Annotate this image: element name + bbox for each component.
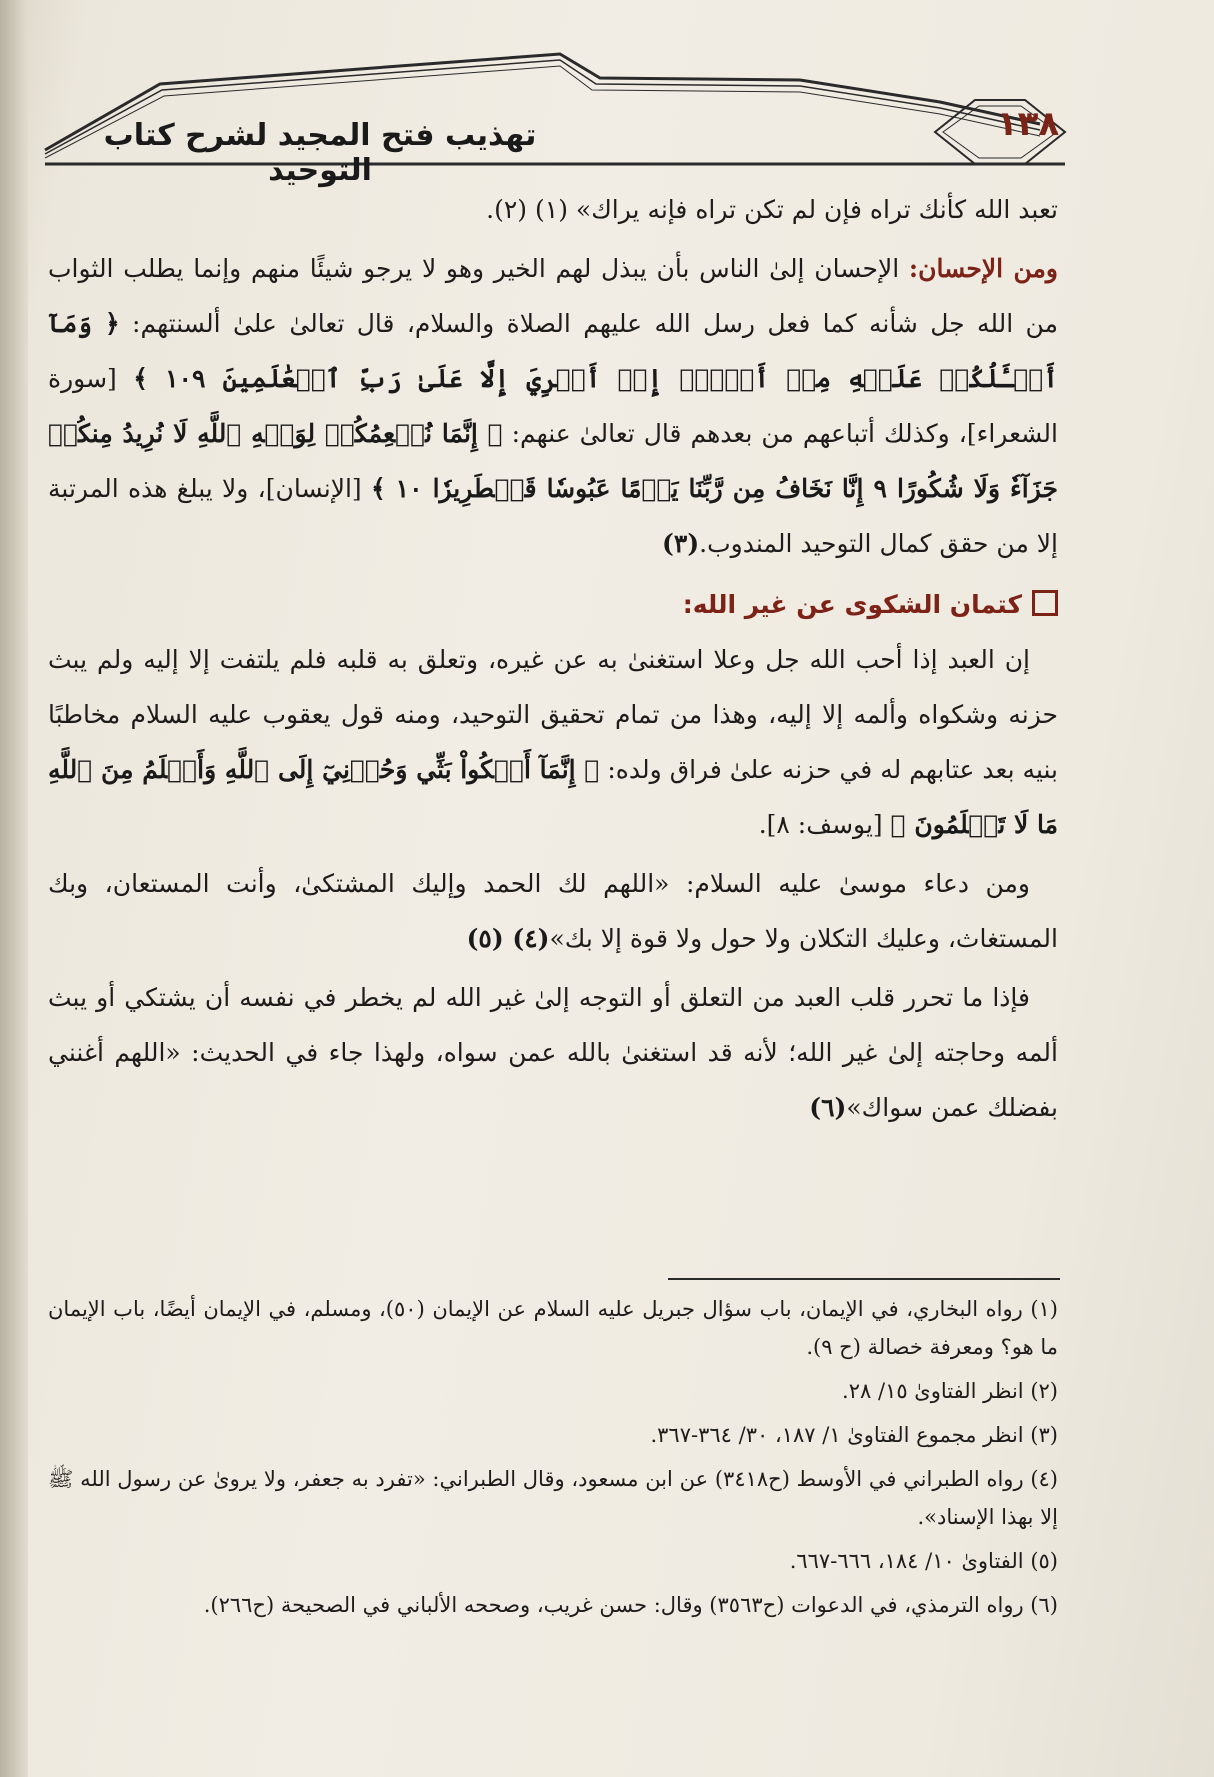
footnote-marker: (٤) (٥) xyxy=(466,924,550,953)
paragraph-ihsan: ومن الإحسان: الإحسان إلىٰ الناس بأن يبذل لهم الخير وهو لا يرجو شيئًا منهم وإنما يطلب الثواب من الله جل شأنه كما فعل رسل الله عليهم الصلاة والسلام، قال تعالىٰ علىٰ ألسنتهم: ﴿ وَمَآ أَسۡـَٔلُكُمۡ عَلَيۡهِ مِنۡ أَجۡرٍۖ إِنۡ أَجۡرِيَ إِلَّا عَلَىٰ رَبِّ ٱلۡعَٰلَمِينَ ١٠٩ ﴾ [سورة الشعراء]، وكذلك أتباعهم من بعدهم قال تعالىٰ عنهم: ﴿ إِنَّمَا نُطۡعِمُكُمۡ لِوَجۡهِ ٱللَّهِ لَا نُرِيدُ مِنكُمۡ جَزَآءٗ وَلَا شُكُورًا ٩ إِنَّا نَخَافُ مِن رَّبِّنَا يَوۡمًا عَبُوسٗا قَمۡطَرِيرٗا ١٠ ﴾ [الإنسان]، ولا يبلغ هذه المرتبة إلا من حقق كمال التوحيد المندوب.(٣) xyxy=(48,254,1059,558)
section-heading: كتمان الشكوى عن غير الله: xyxy=(48,577,1058,632)
footnote: (٥) الفتاوىٰ ١٠/ ١٨٤، ٦٦٦-٦٦٧. xyxy=(789,1549,1058,1573)
page-spine-shadow xyxy=(0,0,28,1777)
footnote-separator xyxy=(668,1278,1060,1280)
quran-verse: ﴿ إِنَّمَآ أَشۡكُواْ بَثِّي وَحُزۡنِيٓ إِلَى ٱللَّهِ وَأَعۡلَمُ مِنَ ٱللَّهِ مَا لَا تَعۡلَمُونَ ﴾ xyxy=(48,755,1058,839)
footnote: (٤) رواه الطبراني في الأوسط (ح٣٤١٨) عن ابن مسعود، وقال الطبراني: «تفرد به جعفر، ولا يروىٰ عن رسول الله ﷺ إلا بهذا الإسناد». xyxy=(48,1467,1058,1529)
ihsan-label: ومن الإحسان: xyxy=(908,254,1058,283)
quran-verse: ﴿ إِنَّمَا نُطۡعِمُكُمۡ لِوَجۡهِ ٱللَّهِ لَا نُرِيدُ مِنكُمۡ جَزَآءٗ وَلَا شُكُورًا ٩ إِنَّا نَخَافُ مِن رَّبِّنَا يَوۡمًا عَبُوسٗا قَمۡطَرِيرٗا ١٠ ﴾ xyxy=(48,419,1059,503)
paragraph-free-heart: فإذا ما تحرر قلب العبد من التعلق أو التوجه إلىٰ غير الله لم يخطر في نفسه أن يشتكي أو يبث ألمه وحاجته إلىٰ غير الله؛ لأنه قد استغنىٰ بالله عمن سواه، ولهذا جاء في الحديث: «اللهم أغنني بفضلك عمن سواك»(٦) xyxy=(48,983,1058,1122)
footnote: (١) رواه البخاري، في الإيمان، باب سؤال جبريل عليه السلام عن الإيمان (٥٠)، ومسلم، في الإيمان أيضًا، باب الإيمان ما هو؟ ومعرفة خصالة (ح ٩). xyxy=(48,1297,1058,1359)
footnote-marker: (٦) xyxy=(809,1093,847,1122)
footnote: (٣) انظر مجموع الفتاوىٰ ١/ ١٨٧، ٣٠/ ٣٦٤-٣٦٧. xyxy=(650,1423,1058,1447)
footnotes xyxy=(48,1290,1058,1630)
paragraph-musa-dua: ومن دعاء موسىٰ عليه السلام: «اللهم لك الحمد وإليك المشتكىٰ، وأنت المستعان، وبك المستغاث، وعليك التكلان ولا حول ولا قوة إلا بك»(٤) (٥) xyxy=(48,869,1058,953)
square-bullet-icon xyxy=(1032,590,1058,616)
hadith-line: تعبد الله كأنك تراه فإن لم تكن تراه فإنه يراك» (١) (٢). xyxy=(486,195,1058,224)
running-title: تهذيب فتح المجيد لشرح كتاب التوحيد xyxy=(103,118,537,188)
page-header xyxy=(40,40,1070,188)
main-text xyxy=(48,182,1058,1135)
paragraph-complaint: إن العبد إذا أحب الله جل وعلا استغنىٰ به عن غيره، وتعلق به قلبه فلم يلتفت إلا إليه ولم يبث حزنه وشكواه وألمه إلا إليه، وهذا من تمام تحقيق التوحيد، ومنه قول يعقوب عليه السلام مخاطبًا بنيه بعد عتابهم له في حزنه علىٰ فراق ولده: ﴿ إِنَّمَآ أَشۡكُواْ بَثِّي وَحُزۡنِيٓ إِلَى ٱللَّهِ وَأَعۡلَمُ مِنَ ٱللَّهِ مَا لَا تَعۡلَمُونَ ﴾ [يوسف: ٨]. xyxy=(48,645,1058,839)
quran-verse: ﴿ وَمَآ أَسۡـَٔلُكُمۡ عَلَيۡهِ مِنۡ أَجۡرٍۖ إِنۡ أَجۡرِيَ إِلَّا عَلَىٰ رَبِّ ٱلۡعَٰلَمِينَ ١٠٩ ﴾ xyxy=(48,309,1059,393)
footnote: (٢) انظر الفتاوىٰ ١٥/ ٢٨. xyxy=(842,1379,1058,1403)
page-number: ١٣٨ xyxy=(996,104,1060,144)
footnote: (٦) رواه الترمذي، في الدعوات (ح٣٥٦٣) وقال: حسن غريب، وصححه الألباني في الصحيحة (ح٢٦٦). xyxy=(203,1593,1058,1617)
footnote-marker: (٣) xyxy=(662,529,700,558)
